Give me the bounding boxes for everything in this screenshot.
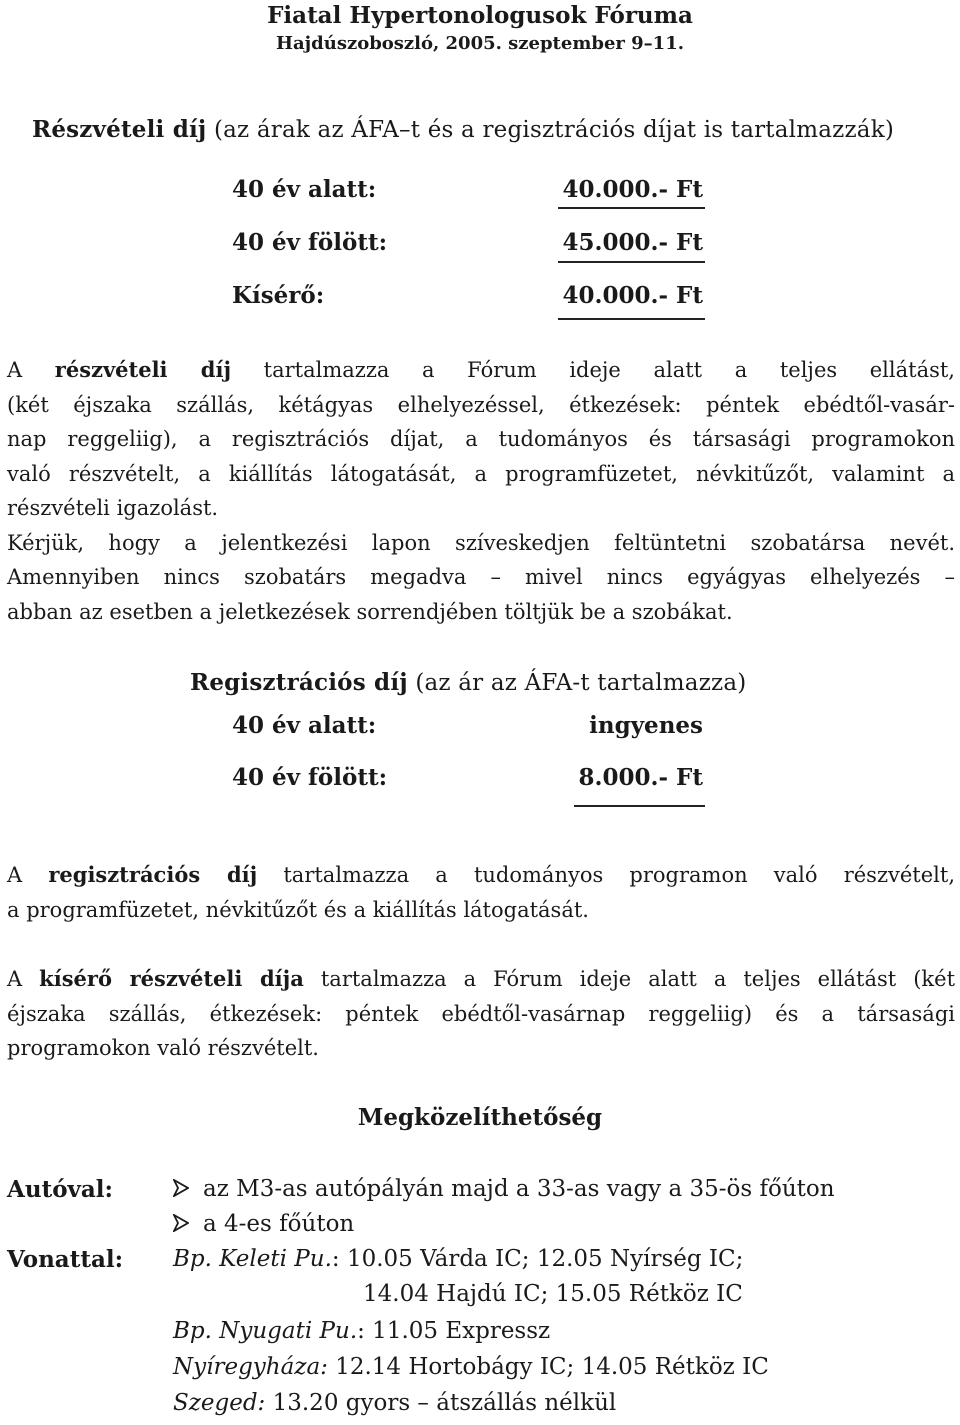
train-row: Bp. Keleti Pu.: 10.05 Várda IC; 12.05 Nyírség IC;: [173, 1246, 744, 1272]
train-row: Bp. Nyugati Pu.: 11.05 Expressz: [173, 1318, 551, 1344]
text-line: részvételi igazolást.: [7, 496, 219, 520]
registration-heading-label: Regisztrációs díj: [190, 669, 408, 696]
access-title: Megközelíthetőség: [357, 1104, 603, 1131]
fee-value-under-40: 40.000.- Ft: [562, 176, 703, 203]
arrow-bullet-icon: [173, 1179, 189, 1197]
fee-label-companion: Kísérő:: [232, 282, 325, 309]
car-item: az M3-as autópályán majd a 33-as vagy a 35-ös főúton: [173, 1176, 835, 1202]
fee-underline: [558, 261, 705, 263]
fee-underline: [558, 318, 705, 320]
text-line: A részvételi díj tartalmazza a Fórum ideje alatt a teljes ellátást,: [7, 357, 955, 382]
train-row: 14.04 Hajdú IC; 15.05 Rétköz IC: [363, 1281, 743, 1307]
page-title: Fiatal Hypertonologusok Fóruma: [267, 2, 693, 29]
train-row: Nyíregyháza: 12.14 Hortobágy IC; 14.05 Rétköz IC: [173, 1354, 769, 1380]
reg-fee-value-over-40: 8.000.- Ft: [578, 764, 703, 791]
participation-heading-note: (az árak az ÁFA–t és a regisztrációs díjat is tartalmazzák): [213, 117, 894, 143]
participation-paragraph: [7, 353, 955, 629]
text-line: Amennyiben nincs szobatárs megadva – mivel nincs egyágyas elhelyezés –: [7, 565, 955, 589]
train-label: Vonattal:: [7, 1246, 124, 1273]
car-item: a 4-es főúton: [173, 1211, 354, 1237]
fee-underline: [558, 207, 705, 209]
text-line: A kísérő részvételi díja tartalmazza a Fórum ideje alatt a teljes ellátást (két: [7, 966, 956, 991]
reg-fee-value-under-40: ingyenes: [589, 712, 703, 739]
registration-paragraph: [7, 858, 955, 927]
text-line: a programfüzetet, névkitűzőt és a kiállítás látogatását.: [7, 897, 589, 922]
participation-heading-label: Részvételi díj: [32, 116, 207, 143]
companion-paragraph: [7, 962, 955, 1066]
fee-value-over-40: 45.000.- Ft: [562, 229, 703, 256]
text-line: éjszaka szállás, étkezések: péntek ebédtől-vasárnap reggeliig) és a társasági: [7, 1001, 955, 1026]
registration-heading: [190, 669, 746, 696]
text-line: való részvételt, a kiállítás látogatását, a programfüzetet, névkitűzőt, valamint a: [7, 461, 955, 486]
text-line: programokon való részvételt.: [7, 1036, 319, 1060]
registration-heading-note: (az ár az ÁFA-t tartalmazza): [415, 670, 747, 696]
participation-heading: [32, 116, 894, 143]
text-line: abban az esetben a jeletkezések sorrendjében töltjük be a szobákat.: [7, 599, 733, 624]
text-line: nap reggeliig), a regisztrációs díjat, a tudományos és társasági programokon: [7, 427, 955, 451]
text-line: A regisztrációs díj tartalmazza a tudományos programon való részvételt,: [7, 862, 955, 887]
fee-underline: [574, 805, 705, 807]
reg-fee-label-over-40: 40 év fölött:: [232, 764, 388, 791]
page-subtitle: Hajdúszoboszló, 2005. szeptember 9–11.: [275, 33, 684, 54]
fee-label-over-40: 40 év fölött:: [232, 229, 388, 256]
reg-fee-label-under-40: 40 év alatt:: [232, 712, 377, 739]
car-label: Autóval:: [7, 1176, 114, 1203]
train-row: Szeged: 13.20 gyors – átszállás nélkül: [173, 1390, 617, 1416]
fee-value-companion: 40.000.- Ft: [562, 282, 703, 309]
text-line: (két éjszaka szállás, kétágyas elhelyezéssel, étkezések: péntek ebédtől-vasár-: [7, 392, 955, 417]
text-line: Kérjük, hogy a jelentkezési lapon szíveskedjen feltüntetni szobatársa nevét.: [7, 530, 955, 555]
arrow-bullet-icon: [173, 1214, 189, 1232]
fee-label-under-40: 40 év alatt:: [232, 176, 377, 203]
